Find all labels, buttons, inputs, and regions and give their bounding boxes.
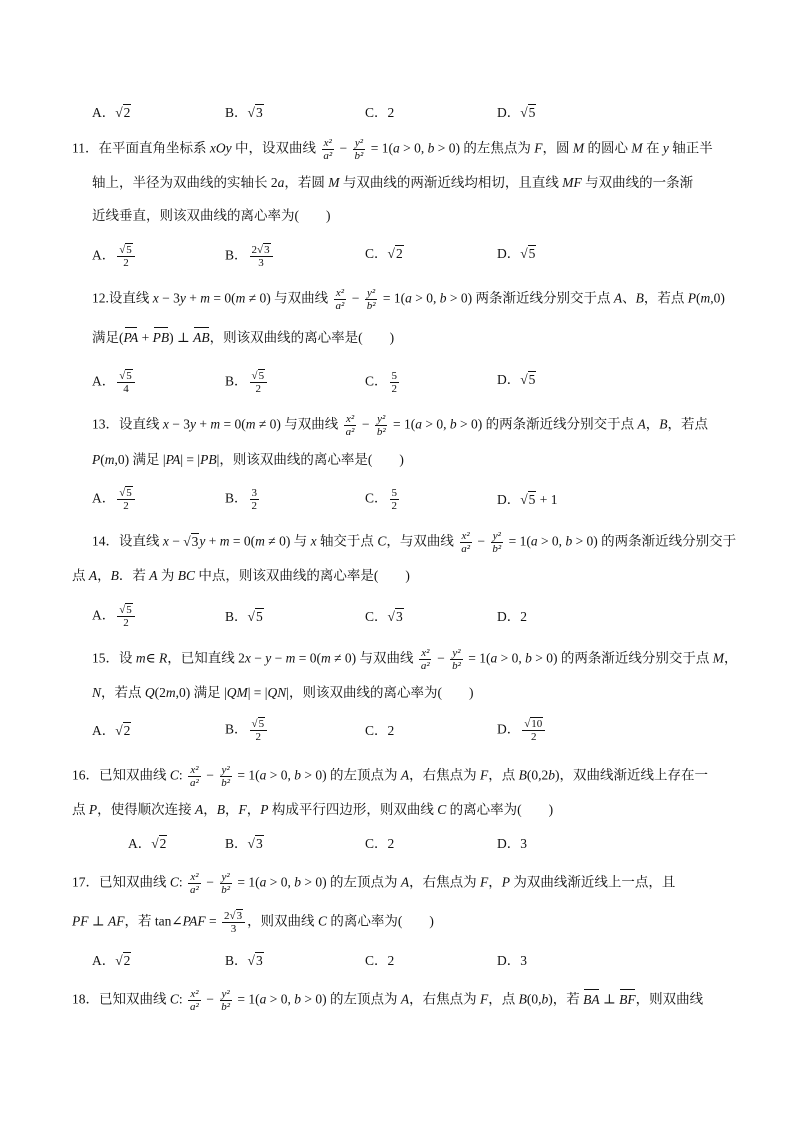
q13-option-d: D．√5 + 1	[497, 492, 558, 507]
q16-line-1: 16．已知双曲线 C: $\frac{\text{x²}}{\text{a²}}$ − $\frac{\text{y²}}{\text{b²}}$ = 1(a > 0, b > 0) 的左顶点为 A，右焦点为 F，点 B(0,2b)，双曲线渐近线上存在一	[72, 764, 708, 789]
q18-line-1: 18．已知双曲线 C: $\frac{\text{x²}}{\text{a²}}$ − $\frac{\text{y²}}{\text{b²}}$ = 1(a > 0, b > 0) 的左顶点为 A，右焦点为 F，点 B(0,b)，若 BA ⊥ BF，则双曲线	[72, 988, 704, 1013]
q14-option-a: A． $\frac{√5}{2}$	[92, 604, 137, 629]
q11-option-c: C．√2	[365, 246, 403, 261]
q12-line-2: 满足(PA + PB) ⊥ AB，则该双曲线的离心率是( )	[92, 328, 394, 348]
q10-option-a: A．√2	[92, 105, 131, 120]
q10-option-d: D．√5	[497, 105, 536, 120]
q13-option-c: C． $\frac{5}{2}$	[365, 487, 398, 512]
q15-line-2: N，若点 Q(2m,0) 满足 |QM| = |QN|，则该双曲线的离心率为( )	[92, 685, 474, 700]
q12-line-1: 12.设直线 x − 3y + m = 0(m ≠ 0) 与双曲线 $\frac{\text{x²}}{\text{a²}}$ − $\frac{\text{y²}}{\text{b²}}$ = 1(a > 0, b > 0) 两条渐近线分别交于点 A、B，若点 P(m,0)	[92, 287, 725, 312]
q12-option-a: A． $\frac{√5}{4}$	[92, 370, 137, 395]
q11-option-d: D．√5	[497, 246, 536, 261]
q14-option-b: B．√5	[225, 609, 263, 624]
q13-line-2: P(m,0) 满足 |PA| = |PB|，则该双曲线的离心率是( )	[92, 452, 404, 467]
q15-line-1: 15．设 m∈ R，已知直线 2x − y − m = 0(m ≠ 0) 与双曲线 $\frac{\text{x²}}{\text{a²}}$ − $\frac{\text{y²}}{\text{b²}}$ = 1(a > 0, b > 0) 的两条渐近线分别交于点 M，	[92, 647, 738, 672]
q17-option-a: A．√2	[92, 953, 131, 968]
q17-option-d: D．3	[497, 953, 527, 968]
q12-option-b: B． $\frac{√5}{2}$	[225, 370, 269, 395]
q15-option-a: A．√2	[92, 723, 131, 738]
q17-line-2: PF ⊥ AF，若 tan∠PAF = $\frac{2√3}{3}$ ，则双曲线 C 的离心率为( )	[72, 910, 434, 935]
q17-option-c: C．2	[365, 953, 395, 968]
q16-option-c: C．2	[365, 836, 395, 851]
q13-option-b: B． $\frac{3}{2}$	[225, 487, 258, 512]
q11-line-2: 轴上，半径为双曲线的实轴长 2a，若圆 M 与双曲线的两渐近线均相切，且直线 MF 与双曲线的一条渐	[92, 175, 694, 190]
q15-option-d: D． $\frac{√10}{2}$	[497, 718, 547, 743]
q16-option-d: D．3	[497, 836, 527, 851]
q11-line-1: 11．在平面直角坐标系 xOy 中，设双曲线 $\frac{\text{x²}}{\text{a²}}$ − $\frac{\text{y²}}{\text{b²}}$ = 1(a > 0, b > 0) 的左焦点为 F，圆 M 的圆心 M 在 y 轴正半	[72, 137, 713, 162]
q13-option-a: A． $\frac{√5}{2}$	[92, 487, 137, 512]
q16-option-a: A．√2	[128, 836, 167, 851]
q17-line-1: 17．已知双曲线 C: $\frac{\text{x²}}{\text{a²}}$ − $\frac{\text{y²}}{\text{b²}}$ = 1(a > 0, b > 0) 的左顶点为 A，右焦点为 F，P 为双曲线渐近线上一点，且	[72, 871, 676, 896]
q17-option-b: B．√3	[225, 953, 263, 968]
q14-option-c: C．√3	[365, 609, 403, 624]
q12-option-c: C． $\frac{5}{2}$	[365, 370, 398, 395]
q14-option-d: D．2	[497, 609, 527, 624]
q15-option-b: B． $\frac{√5}{2}$	[225, 718, 269, 743]
q15-option-c: C．2	[365, 723, 395, 738]
q11-line-3: 近线垂直，则该双曲线的离心率为( )	[92, 208, 331, 223]
q11-option-b: B． $\frac{2√3}{3}$	[225, 244, 275, 269]
q12-option-d: D．√5	[497, 372, 536, 387]
q10-option-b: B．√3	[225, 105, 263, 120]
q13-line-1: 13．设直线 x − 3y + m = 0(m ≠ 0) 与双曲线 $\frac{\text{x²}}{\text{a²}}$ − $\frac{\text{y²}}{\text{b²}}$ = 1(a > 0, b > 0) 的两条渐近线分别交于点 A，B，若点	[92, 413, 708, 438]
q14-line-2: 点 A，B．若 A 为 BC 中点，则该双曲线的离心率是( )	[72, 568, 410, 583]
q16-option-b: B．√3	[225, 836, 263, 851]
q10-option-c: C．2	[365, 105, 395, 120]
q14-line-1: 14．设直线 x − √3y + m = 0(m ≠ 0) 与 x 轴交于点 C，与双曲线 $\frac{\text{x²}}{\text{a²}}$ − $\frac{\text{y²}}{\text{b²}}$ = 1(a > 0, b > 0) 的两条渐近线分别交于	[92, 530, 737, 555]
q11-option-a: A． $\frac{√5}{2}$	[92, 244, 137, 269]
q16-line-2: 点 P，使得顺次连接 A，B，F，P 构成平行四边形，则双曲线 C 的离心率为( )	[72, 802, 554, 817]
